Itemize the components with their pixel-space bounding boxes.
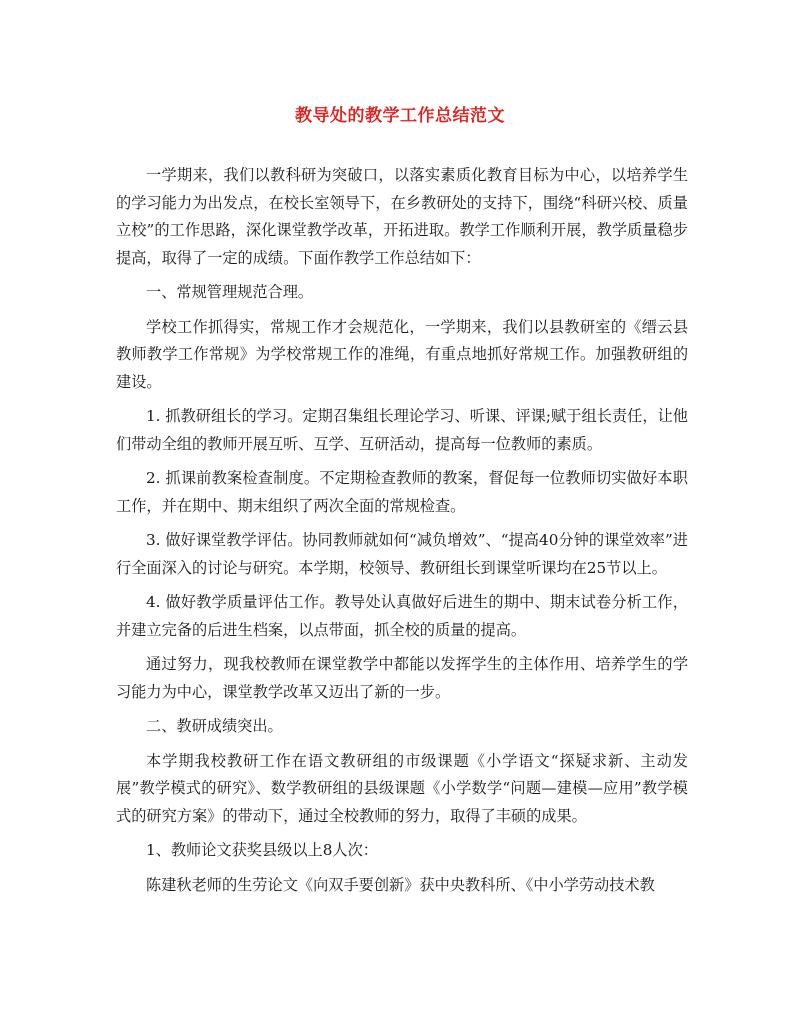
paragraph-award-detail: 陈建秋老师的生劳论文《向双手要创新》获中央教科所、《中小学劳动技术教 — [146, 875, 655, 894]
section-heading-research: 二、教研成绩突出。 — [146, 717, 283, 735]
list-item-awards: 1、教师论文获奖县级以上8人次： — [146, 841, 378, 859]
document-title: 教导处的教学工作总结范文 — [295, 106, 505, 126]
section-heading-routine-management: 一、常规管理规范合理。 — [146, 283, 314, 301]
document-body — [116, 162, 688, 906]
list-item-2: 2. 抓课前教案检查制度。不定期检查教师的教案，督促每一位教师切实做好本职工作，并在期中、期末组织了两次全面的常规检查。 — [116, 469, 688, 515]
paragraph-routine-work: 学校工作抓得实，常规工作才会规范化，一学期来，我们以县教研室的《缙云县教师教学工作常规》为学校常规工作的准绳，有重点地抓好常规工作。加强教研组的建设。 — [116, 317, 688, 391]
paragraph-research: 本学期我校教研工作在语文教研组的市级课题《小学语文“探疑求新、主动发展”教学模式的研究》、数学教研组的县级课题《小学数学“问题—建模—应用”教学模式的研究方案》的带动下，通过全校教师的努力，取得了丰硕的成果。 — [116, 751, 688, 825]
list-item-4: 4. 做好教学质量评估工作。教导处认真做好后进生的期中、期末试卷分析工作，并建立完备的后进生档案，以点带面，抓全校的质量的提高。 — [116, 593, 688, 639]
list-item-3: 3. 做好课堂教学评估。协同教师就如何“减负增效”、“提高40分钟的课堂效率”进行全面深入的讨论与研究。本学期，校领导、教研组长到课堂听课均在25节以上。 — [116, 531, 688, 577]
paragraph-intro: 一学期来，我们以教科研为突破口，以落实素质化教育目标为中心，以培养学生的学习能力为出发点，在校长室领导下，在乡教研处的支持下，围绕“科研兴校、质量立校”的工作思路，深化课堂教学改革，开拓进取。教学工作顺利开展，教学质量稳步提高，取得了一定的成绩。下面作教学工作总结如下： — [116, 166, 688, 267]
paragraph-progress: 通过努力，现我校教师在课堂教学中都能以发挥学生的主体作用、培养学生的学习能力为中心，课堂教学改革又迈出了新的一步。 — [116, 655, 688, 701]
list-item-1: 1. 抓教研组长的学习。定期召集组长理论学习、听课、评课;赋于组长责任，让他们带动全组的教师开展互听、互学、互研活动，提高每一位教师的素质。 — [116, 407, 688, 453]
